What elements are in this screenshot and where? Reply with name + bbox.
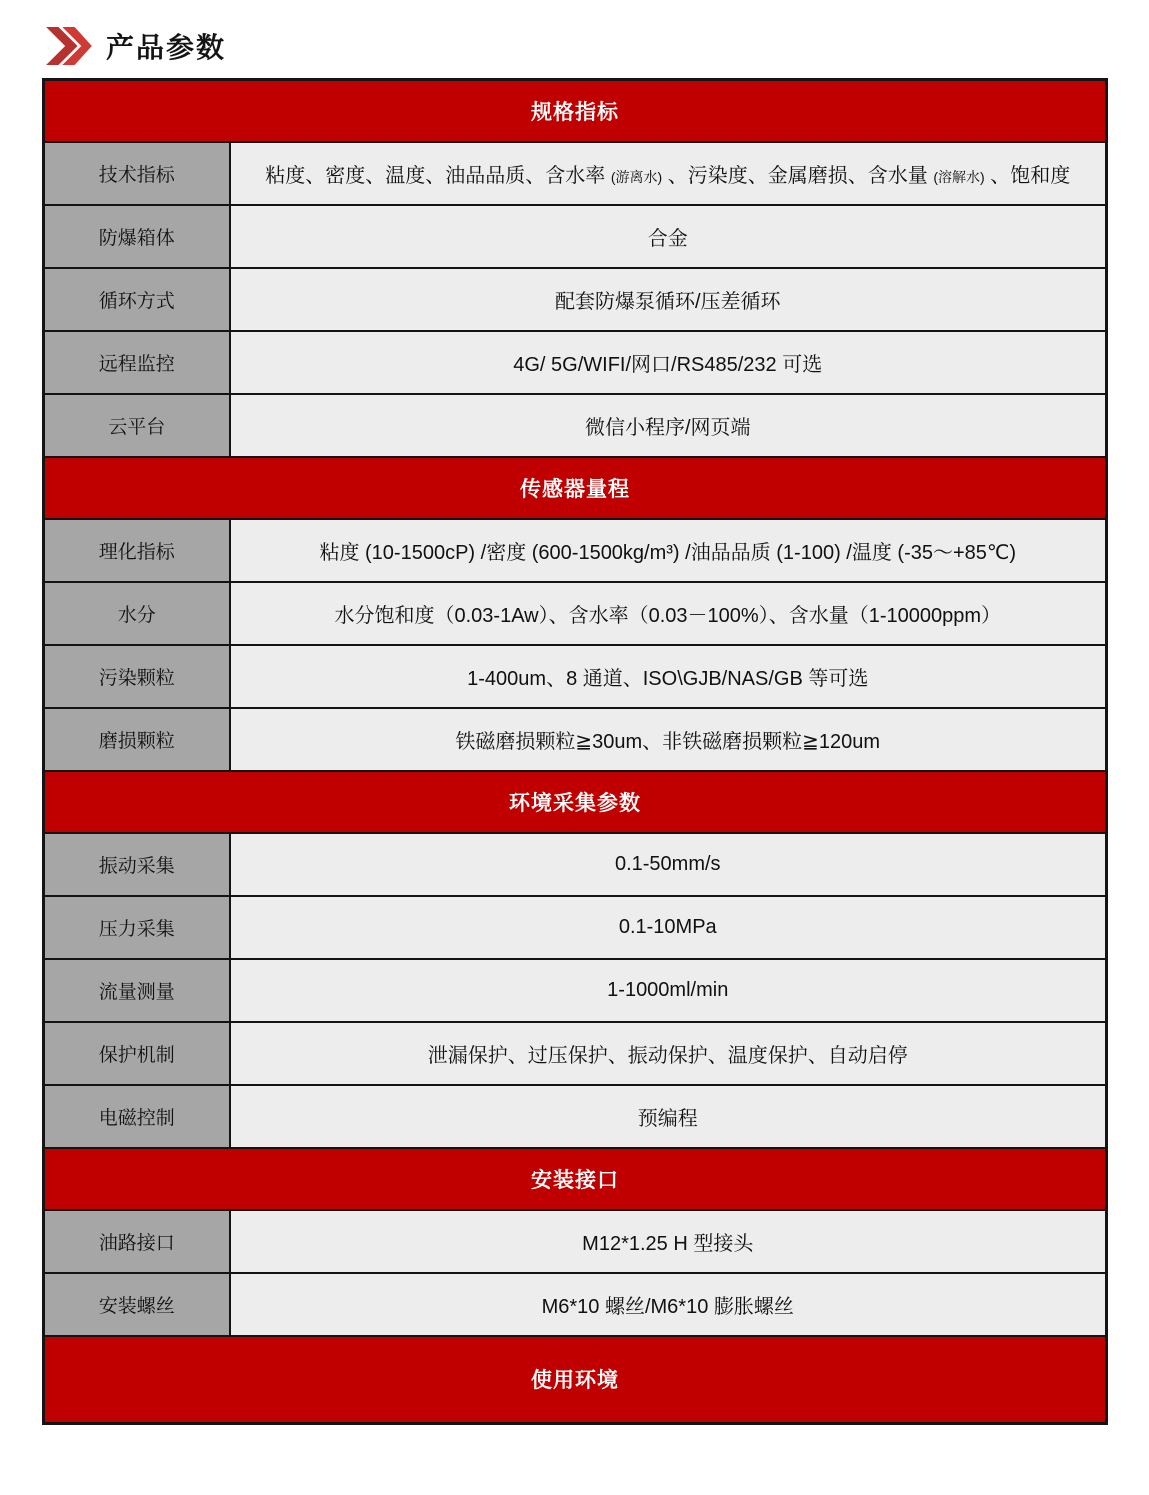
row-value: 水分饱和度（0.03-1Aw）、含水率（0.03－100%）、含水量（1-10000ppm）: [230, 582, 1107, 645]
table-row: [44, 519, 1107, 582]
row-value: 铁磁磨损颗粒≧30um、非铁磁磨损颗粒≧120um: [230, 708, 1107, 771]
table-row: [44, 896, 1107, 959]
row-value: 4G/ 5G/WIFI/网口/RS485/232 可选: [230, 331, 1107, 394]
table-row: [44, 1022, 1107, 1085]
double-chevron-icon: [44, 26, 92, 66]
row-value: 配套防爆泵循环/压差循环: [230, 268, 1107, 331]
row-value: 预编程: [230, 1085, 1107, 1148]
section-header-row: [44, 80, 1107, 142]
row-label: 保护机制: [44, 1022, 230, 1085]
spec-table: [42, 78, 1108, 1425]
row-value: M12*1.25 H 型接头: [230, 1210, 1107, 1273]
row-value-note: (游离水): [610, 168, 663, 185]
table-row: [44, 1210, 1107, 1273]
row-value-text: 、污染度、金属磨损、含水量: [662, 164, 934, 187]
row-label: 压力采集: [44, 896, 230, 959]
row-value: 0.1-50mm/s: [230, 833, 1107, 896]
row-label: 磨损颗粒: [44, 708, 230, 771]
page-header: [44, 24, 226, 68]
row-label: 远程监控: [44, 331, 230, 394]
row-label: 理化指标: [44, 519, 230, 582]
row-label: 水分: [44, 582, 230, 645]
row-value: 粘度 (10-1500cP) /密度 (600-1500kg/m³) /油品品质 (1-100) /温度 (-35～+85℃): [230, 519, 1107, 582]
table-row: [44, 394, 1107, 457]
row-value: 泄漏保护、过压保护、振动保护、温度保护、自动启停: [230, 1022, 1107, 1085]
row-label: 污染颗粒: [44, 645, 230, 708]
table-row: [44, 1085, 1107, 1148]
table-row: [44, 959, 1107, 1022]
section-header-cell: 传感器量程: [44, 457, 1107, 519]
row-value-note: (溶解水): [933, 168, 985, 185]
row-label: 云平台: [44, 394, 230, 457]
table-row: [44, 268, 1107, 331]
row-label: 技术指标: [44, 142, 230, 205]
row-label: 防爆箱体: [44, 205, 230, 268]
table-row: [44, 205, 1107, 268]
section-header-cell: 规格指标: [44, 80, 1107, 142]
table-row: [44, 331, 1107, 394]
row-value: M6*10 螺丝/M6*10 膨胀螺丝: [230, 1273, 1107, 1336]
table-row: [44, 142, 1107, 205]
table-row: [44, 582, 1107, 645]
row-label: 安装螺丝: [44, 1273, 230, 1336]
row-label: 油路接口: [44, 1210, 230, 1273]
row-label: 流量测量: [44, 959, 230, 1022]
row-value-text: 、饱和度: [984, 164, 1071, 187]
section-header-cell: 使用环境: [44, 1336, 1107, 1424]
table-row: [44, 645, 1107, 708]
section-header-row: [44, 457, 1107, 519]
row-value-text: 粘度、密度、温度、油品品质、含水率: [265, 164, 611, 187]
row-value: [230, 142, 1107, 205]
section-header-row: [44, 1336, 1107, 1424]
row-value: 1-1000ml/min: [230, 959, 1107, 1022]
row-label: 电磁控制: [44, 1085, 230, 1148]
section-header-cell: 环境采集参数: [44, 771, 1107, 833]
spec-table-body: [44, 80, 1107, 1424]
row-value: 合金: [230, 205, 1107, 268]
section-header-cell: 安装接口: [44, 1148, 1107, 1210]
table-row: [44, 1273, 1107, 1336]
section-header-row: [44, 1148, 1107, 1210]
section-header-row: [44, 771, 1107, 833]
row-label: 振动采集: [44, 833, 230, 896]
row-value: 微信小程序/网页端: [230, 394, 1107, 457]
row-value: 0.1-10MPa: [230, 896, 1107, 959]
row-value: 1-400um、8 通道、ISO\GJB/NAS/GB 等可选: [230, 645, 1107, 708]
row-label: 循环方式: [44, 268, 230, 331]
table-row: [44, 708, 1107, 771]
table-row: [44, 833, 1107, 896]
page-title: 产品参数: [106, 32, 227, 63]
